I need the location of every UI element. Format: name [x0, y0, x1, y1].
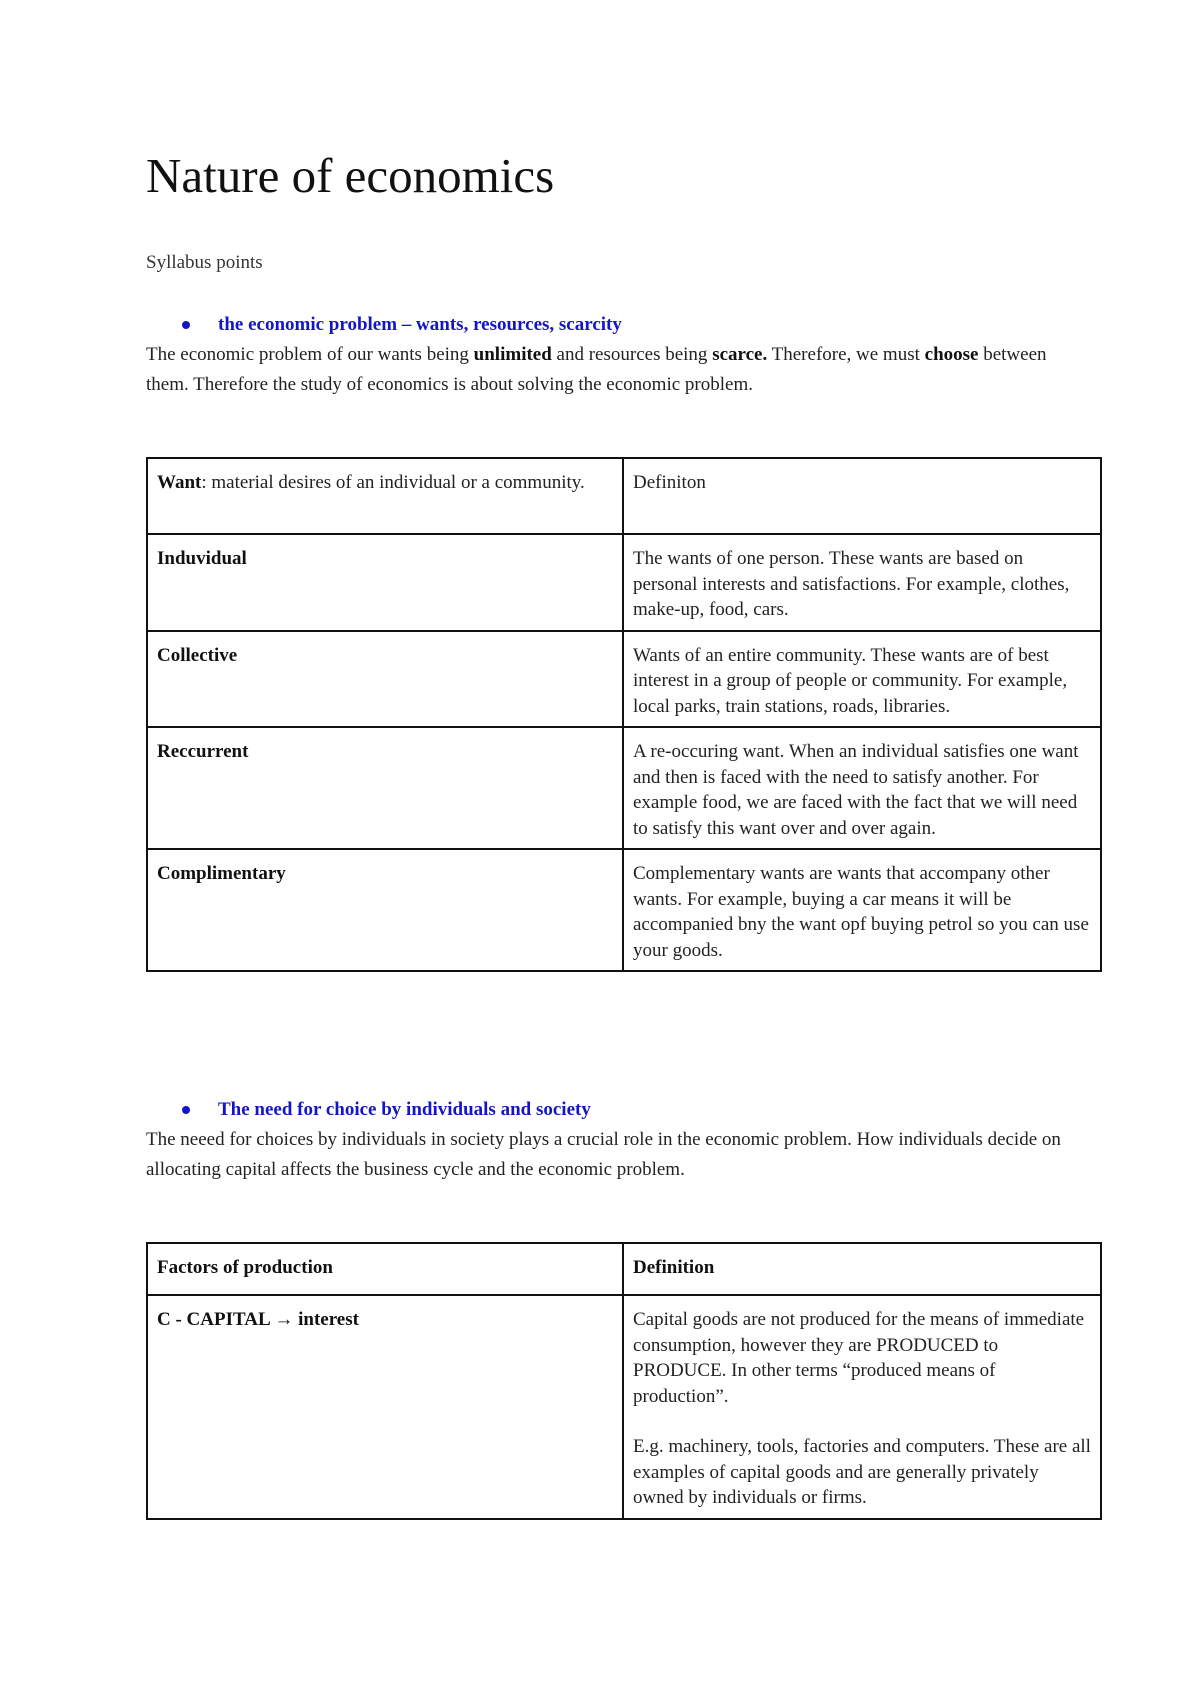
table-cell-definition: A re-occuring want. When an individual satisfies one want and then is faced with the need to satisfy another. For example food, we are faced with the fact that we will need to satisfy this want over and over again.	[623, 727, 1101, 849]
table-cell-term: C - CAPITAL → interest	[147, 1295, 623, 1519]
bullet-dot-icon	[182, 1106, 190, 1114]
table-header-cell: Definition	[623, 1243, 1101, 1295]
syllabus-subheading: Syllabus points	[146, 252, 263, 273]
table-header-row	[147, 1243, 1101, 1295]
table-row	[147, 727, 1101, 849]
header-term-description: : material desires of an individual or a community.	[201, 472, 585, 493]
paragraph-gap	[633, 1409, 1091, 1434]
wants-table	[146, 457, 1102, 972]
factors-of-production-table	[146, 1242, 1102, 1520]
bullet-text: The need for choice by individuals and society	[218, 1099, 591, 1120]
table-cell	[147, 458, 623, 534]
definition-paragraph: Capital goods are not produced for the means of immediate consumption, however they are PRODUCED to PRODUCE. In other terms “produced means of production”.	[633, 1309, 1085, 1407]
table-cell-definition: Wants of an entire community. These wants are of best interest in a group of people or community. For example, local parks, train stations, roads, libraries.	[623, 631, 1101, 728]
header-term: Want	[157, 472, 202, 493]
table-header-row	[147, 458, 1101, 534]
text-run: The economic problem of our wants being	[146, 344, 474, 365]
definition-paragraph: E.g. machinery, tools, factories and computers. These are all examples of capital goods and are generally privately owned by individuals or firms.	[633, 1436, 1091, 1508]
table-cell-definition: Complementary wants are wants that accompany other wants. For example, buying a car means it will be accompanied bny the want opf buying petrol so you can use your goods.	[623, 849, 1101, 971]
text-run: Therefore, we must	[767, 344, 925, 365]
text-run: between them. Therefore the study of economics is about solving the economic problem.	[146, 344, 1047, 395]
bold-run: unlimited	[473, 344, 552, 365]
table-row	[147, 631, 1101, 728]
table-cell-term: Collective	[147, 631, 623, 728]
bold-run: choose	[924, 344, 979, 365]
economic-problem-paragraph	[146, 340, 1062, 400]
table-row	[147, 849, 1101, 971]
table-cell-term: Induvidual	[147, 534, 623, 631]
section-bullet-need-for-choice	[182, 1097, 591, 1123]
table-row	[147, 1295, 1101, 1519]
table-cell-term: Reccurrent	[147, 727, 623, 849]
table-cell-definition	[623, 1295, 1101, 1519]
text-run: and resources being	[551, 344, 713, 365]
bold-run: scarce.	[712, 344, 768, 365]
section-bullet-economic-problem	[182, 312, 622, 338]
table-cell-definition: The wants of one person. These wants are based on personal interests and satisfactions. For example, clothes, make-up, food, cars.	[623, 534, 1101, 631]
bullet-dot-icon	[182, 321, 190, 329]
table-cell-term: Complimentary	[147, 849, 623, 971]
table-cell: Definiton	[623, 458, 1101, 534]
page-title: Nature of economics	[146, 148, 555, 203]
table-header-cell: Factors of production	[147, 1243, 623, 1295]
bullet-text: the economic problem – wants, resources, scarcity	[218, 314, 622, 335]
need-for-choice-paragraph: The neeed for choices by individuals in society plays a crucial role in the economic problem. How individuals decide on allocating capital affects the business cycle and the economic problem.	[146, 1129, 1061, 1180]
table-row	[147, 534, 1101, 631]
